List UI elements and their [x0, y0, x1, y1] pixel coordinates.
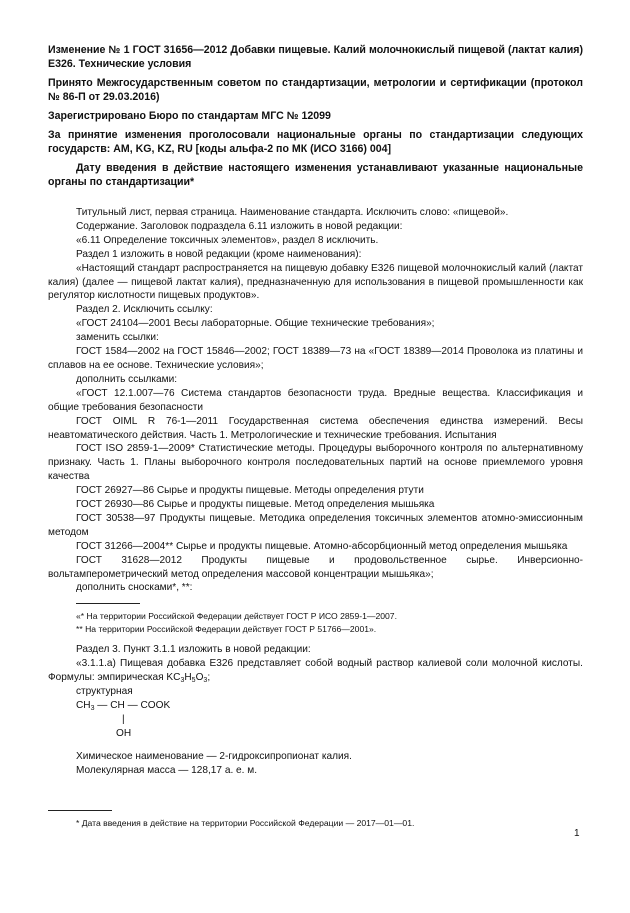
paragraph: «ГОСТ 12.1.007—76 Система стандартов безопасности труда. Вредные вещества. Классификация и общие требования безопасности: [48, 387, 583, 413]
adopted-statement: Принято Межгосударственным советом по стандартизации, метрологии и сертификации (протокол № 86-П от 29.03.2016): [48, 77, 583, 103]
paragraph: ГОСТ 31266—2004** Сырье и продукты пищевые. Атомно-абсорбционный метод определения мышьяка: [76, 540, 568, 552]
paragraph: Раздел 1 изложить в новой редакции (кроме наименования):: [76, 248, 362, 260]
paragraph: «ГОСТ 24104—2001 Весы лабораторные. Общие технические требования»;: [76, 318, 435, 330]
paragraph: ГОСТ 1584—2002 на ГОСТ 15846—2002; ГОСТ 18389—73 на «ГОСТ 18389—2014 Проволока из платины и сплавов на ее основе. Технические условия»;: [48, 346, 583, 371]
footnote-divider: [48, 810, 112, 811]
effective-date-statement: Дату введения в действие настоящего изменения устанавливают указанные национальные органы по стандартизации*: [48, 162, 583, 188]
amendment-title: Изменение № 1 ГОСТ 31656—2012 Добавки пищевые. Калий молочнокислый пищевой (лактат калия) E326. Технические условия: [48, 44, 583, 70]
paragraph: «Настоящий стандарт распространяется на пищевую добавку E326 пищевой молочнокислый калий (лактат калия) (далее — пищевой лактат калия), предназначенную для использования в пищевой промышленности как регулятор кислотности пищевых продуктов».: [48, 262, 583, 302]
formula-text: O: [195, 672, 204, 684]
page-footnote-block: [48, 802, 583, 830]
formula-line: [76, 699, 170, 713]
paragraph: структурная: [76, 686, 133, 698]
paragraph: дополнить ссылками:: [76, 373, 178, 385]
subscript: 3: [180, 677, 185, 685]
subscript: 3: [90, 705, 95, 712]
subscript: 5: [191, 677, 196, 685]
formula-text: ;: [207, 672, 211, 684]
formula-text: — CH — COOK: [94, 700, 171, 711]
paragraph: Раздел 3. Пункт 3.1.1 изложить в новой редакции:: [76, 644, 311, 656]
formula-text: «3.1.1.а) Пищевая добавка E326 представляет собой водный раствор калиевой соли молочной кислоты. Формулы: эмпирическая KC: [48, 658, 583, 684]
paragraph: ГОСТ 30538—97 Продукты пищевые. Методика определения токсичных элементов атомно-эмиссионным методом: [48, 512, 583, 538]
paragraph: Химическое наименование — 2-гидроксипропионат калия.: [76, 751, 352, 762]
document-page: [48, 43, 583, 778]
inline-footnote: «* На территории Российской Федерации действует ГОСТ Р ИСО 2859-1—2007.: [76, 611, 397, 622]
paragraph: ГОСТ 26927—86 Сырье и продукты пищевые. Методы определения ртути: [76, 485, 424, 497]
footnote-divider: [76, 603, 140, 604]
paragraph: ГОСТ OIML R 76-1—2011 Государственная система обеспечения единства измерений. Весы неавтоматического действия. Часть 1. Метрологические и технические требования. Испытания: [48, 415, 583, 441]
structural-formula: [76, 699, 583, 744]
paragraph: Раздел 2. Исключить ссылку:: [76, 304, 213, 316]
inline-footnote: ** На территории Российской Федерации действует ГОСТ Р 51766—2001».: [76, 623, 377, 634]
paragraph: Молекулярная масса — 128,17 а. е. м.: [76, 764, 258, 776]
subscript: 3: [203, 677, 208, 685]
hydroxyl-group: OH: [116, 728, 132, 739]
paragraph: «6.11 Определение токсичных элементов», раздел 8 исключить.: [76, 234, 379, 246]
formula-text: CH: [76, 700, 91, 711]
voting-statement: За принятие изменения проголосовали национальные органы по стандартизации следующих государств: AM, KG, KZ, RU [коды альфа-2 по МК (ИСО 3166) 004]: [48, 129, 583, 155]
bond-line: |: [122, 714, 125, 725]
page-number: 1: [574, 828, 580, 839]
paragraph: ГОСТ ISO 2859-1—2009* Статистические методы. Процедуры выборочного контроля по альтернативному признаку. Часть 1. Планы выборочного контроля последовательных партий на основе приемлемого уровня качества: [48, 443, 583, 483]
page-footnote: * Дата введения в действие на территории Российской Федерации — 2017—01—01.: [76, 818, 415, 828]
paragraph: заменить ссылки:: [76, 332, 159, 344]
formula-text: H: [184, 672, 192, 684]
paragraph: Содержание. Заголовок подраздела 6.11 изложить в новой редакции:: [76, 220, 403, 232]
paragraph: дополнить сносками*, **:: [76, 582, 193, 594]
paragraph: ГОСТ 31628—2012 Продукты пищевые и продовольственное сырье. Инверсионно-вольтамперометрический метод определения массовой концентрации мышьяка»;: [48, 554, 583, 580]
paragraph: ГОСТ 26930—86 Сырье и продукты пищевые. Метод определения мышьяка: [76, 499, 435, 511]
paragraph: Титульный лист, первая страница. Наименование стандарта. Исключить слово: «пищевой».: [76, 207, 509, 218]
paragraph: [48, 657, 583, 685]
registration-statement: Зарегистрировано Бюро по стандартам МГС № 12099: [48, 110, 331, 122]
